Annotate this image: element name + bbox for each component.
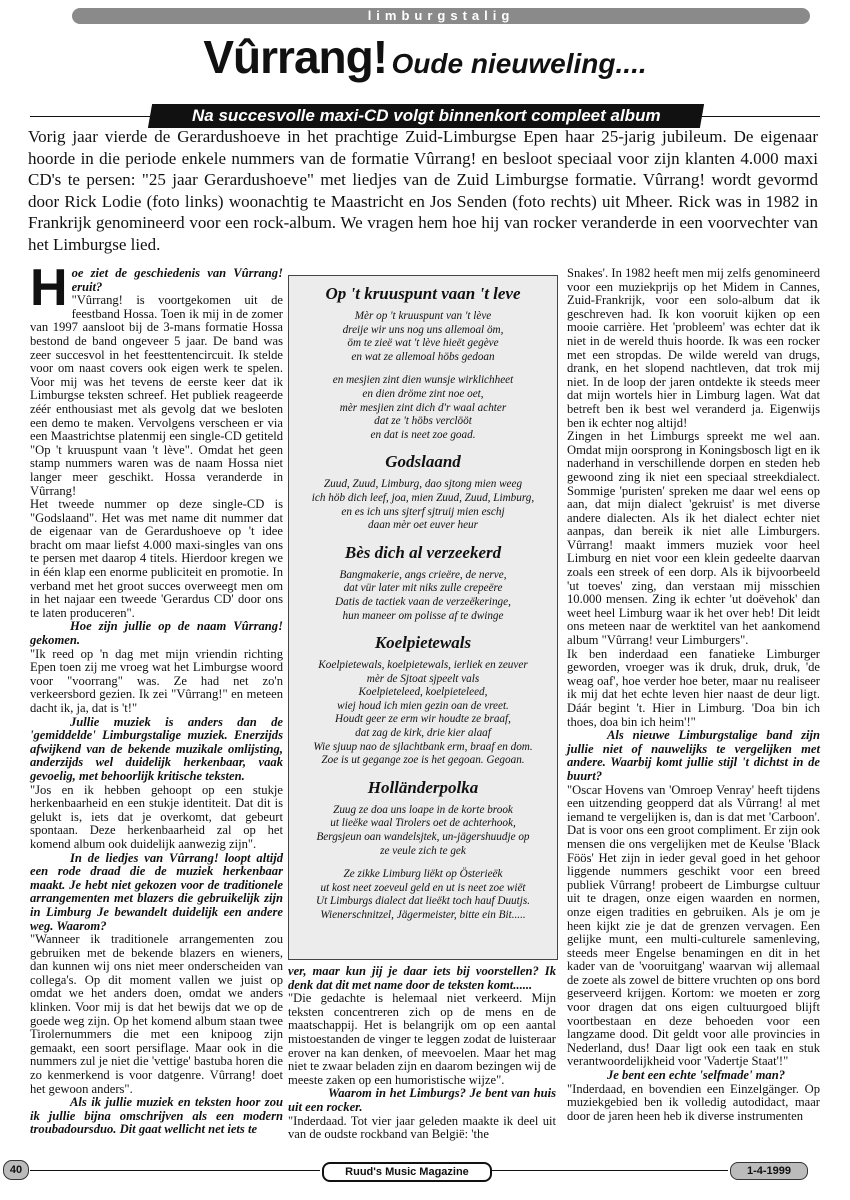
title-main: Vûrrang! [203,31,388,83]
answer-paragraph: "Wanneer ik traditionele arrangementen zou gebruiken met de bekende blazers en wieners, dan kunnen wij ons niet meer onderscheiden van collega's. Op dit moment vallen we juist op omdat we het anders doen, omdat we anders klinken. Voor mij is dat het bewijs dat we op de goede weg zijn. Op het komend album staan twee Tirolernummers die met een knipoog zijn gemaakt, een soort persiflage. Maar ook in die nummers zul je niet die 'vettige' bastuba horen die zo kenmerkend is voor datgenre. Vûrrang! doet het gewoon anders". [30,932,283,1096]
column-middle [288,965,556,1142]
page-number: 40 [3,1160,29,1180]
question: Waarom in het Limburgs? Je bent van huis uit een rocker. [288,1086,556,1114]
intro-paragraph: Vorig jaar vierde de Gerardushoeve in het prachtige Zuid-Limburgse Epen haar 25-jarig jubileum. De eigenaar hoorde in die periode enkele nummers van de formatie Vûrrang! en besloot speciaal voor zijn klanten 4.000 maxi CD's te persen: "25 jaar Gerardushoeve" met liedjes van de Zuid Limburgse formatie. Vûrrang! wordt gevormd door Rick Lodie (foto links) woonachtig te Maastricht en Jos Senden (foto rechts) uit Mheer. Rick was in 1982 in Frankrijk genomineerd voor een rock-album. We vragen hem hoe hij van rocker veranderde in een voorvechter van het Limburgse lied. [28,127,818,254]
song-verse: Zuud, Zuud, Limburg, dao sjtong mien weeg ich höb dich leef, joa, mien Zuud, Zuud, Limburg, en es ich uns sjterf sjtruij mien eschj daan mèr oet euver heur [311,478,535,532]
song-verse: en mesjien zint dien wunsje wirklichheet en dien dröme zint noe oet, mèr mesjien zint dich d'r waal achter dat ze 't höbs verclööt en dat is neet zoe goad. [332,374,514,441]
question: Je bent een echte 'selfmade' man? [607,1068,786,1083]
song-verse: Koelpietewals, koelpietewals, ierliek en zeuver mèr de Sjtoat sjpeelt vals Koelpieteleed, koelpieteleed, wiej houd ich mien gezin oan de vreet. Houdt geer ze erm wir houdte ze braaf, dat zag de kirk, drie kier alaaf Wie sjuup nao de sjlachtbank erm, braaf en dom. Zoe is ut gegange zoe is het gegoan. Gegoan. [313,659,533,767]
section-banner [72,8,810,24]
answer-paragraph: Het tweede nummer op deze single-CD is "Godslaand". Het was met name dit nummer dat de eigenaar van de Gerardushoeve op 't idee bracht om maar liefst 4.000 maxi-singles van ons te persen met daarop 4 titels. Hierdoor kregen we in één klap een enorme publiciteit en promotie. In verband met het groot succes overweegt men om in het najaar een tweede 'Gerardus CD' door ons te laten produceren". [30,497,283,620]
song-title: Koelpietewals [374,633,472,653]
title-sub: Oude nieuweling.... [391,48,647,79]
answer-paragraph: Ik ben inderdaad een fanatieke Limburger geworden, vroeger was ik druk, druk, druk, 'de weag oaf', hoe verder hoe beter, maar nu realiseer ik mij dat het echte leven hier naast de deur ligt. Dáár begint 't. Hier in Limburg. 'Doa bin ich thoes, doa bin ich heim'!" [567,646,820,729]
answer-paragraph: "Inderdaad. Tot vier jaar geleden maakte ik deel uit van de oudste rockband van België: 'the [288,1113,556,1142]
song-title: Op 't kruuspunt vaan 't leve [325,284,521,303]
answer-paragraph: "Ik reed op 'n dag met mijn vriendin richting Epen toen zij me vroeg wat het Limburgse woord voor "voorrang" was. Ze had net zo'n verkeersbord gezien. Ik zei "Vûrrang!" en meteen dacht ik, ja, dat is 't!" [30,646,283,715]
page-title [0,30,850,84]
answer-paragraph: "Die gedachte is helemaal niet verkeerd. Mijn teksten concentreren zich op de mens en de maatschappij. Het is belangrijk om op een aantal mistoestanden de vinger te leggen zodat de luisteraar erover na kan denken, of meevoelen. Maar het mag niet te zwaar beladen zijn en daarom bezingen wij de meeste zaken op een humoristische wijze". [288,991,556,1087]
answer-paragraph: Zingen in het Limburgs spreekt me wel aan. Omdat mijn oorsprong in Koningsbosch ligt en ik naderhand in verschillende dorpen en steden heb gewoond zing ik niet een speciaal streekdialect. Sommige 'puristen' spreken me daar wel eens op aan, dat mijn dialect 'gekruist' is met diverse andere dialecten. Als ik het dialect echter niet aanpas, dan bereik ik niet alle Limburgers. Vûrrang! maakt immers muziek voor heel Limburg en niet voor een klein gedeelte daarvan zoals een streek of een dorp. Als ik bijvoorbeeld 'ut toeves' zing, dan verstaan mij misschien 10.000 mensen. Zing ik echter 'ut doëvehok' dan weet heel Limburg waar ik het over heb! Dit leidt ons meteen naar de werktitel van het aankomend album "Vûrrang! veur Limburgers". [567,429,820,648]
issue-date: 1-4-1999 [730,1162,808,1180]
subtitle-text: Na succesvolle maxi-CD volgt binnenkort compleet album [191,106,661,125]
answer-paragraph: "Inderdaad, en bovendien een Einzelgänger. Op muziekgebied ben ik volledig autodidact, maar door de jaren heen heb ik diverse instrumenten [567,1081,820,1123]
question: Als ik jullie muziek en teksten hoor zou ik jullie bijna omschrijven als een modern troubadoursduo. Dit gaat wellicht net iets te [30,1095,283,1137]
question: Jullie muziek is anders dan de 'gemiddelde' Limburgstalige muziek. Enerzijds afwijkend van de bekende muzikale omlijsting, anderzijds wel duidelijk herkenbaar, vaak gevoelig, met behoorlijk kritische teksten. [30,714,283,783]
answer-paragraph: "Vûrrang! is voortgekomen uit de feestband Hossa. Toen ik mij in de zomer van 1997 aansloot bij de 3-mans formatie Hossa bestond de band ongeveer 5 jaar. De band was zeer succesvol in het feesttentencircuit. Ik stelde voor om naast covers ook eigen werk te spelen. Voor mij was het tevens de eerste keer dat ik Limburgse teksten schreef. Het publiek reageerde zéér enthousiast met als gevolg dat we besloten een demo te maken. Vervolgens verscheen er via een Maastrichtse platenmij een single-CD getiteld "Op 't kruuspunt vaan 't lève". Omdat het geen stamp nummers waren was de naam Hossa niet langer meer geschikt. Hossa veranderde in Vûrrang! [30,293,283,498]
song-title: Godslaand [385,452,461,472]
answer-paragraph: "Jos en ik hebben gehoopt op een stukje herkenbaarheid en een stukje identiteit. Dat dit is gelukt is, iets dat je overkomt, dat gebeurt spontaan. Deze herkenbaarheid zal op het komend album ook duidelijk aanwezig zijn". [30,782,283,851]
song-verse: Ze zikke Limburg liëkt op Österieëk ut kost neet zoeveul geld en ut is neet zoe wiët Ut Limburgs dialect dat lieëkt toch hauf Duutjs. Wienerschnitzel, Jägermeister, bitte ein Bit..... [316,868,530,921]
song-title: Bès dich al verzeekerd [344,542,502,562]
question: ver, maar kun jij je daar iets bij voorstellen? Ik denk dat dit met name door de teksten komt...... [288,964,556,992]
question: Als nieuwe Limburgstalige band zijn jullie niet of nauwelijks te vergelijken met andere. Waarbij komt jullie stijl 't dichtst in de buurt? [567,728,820,783]
song-verse: Mèr op 't kruuspunt van 't lève dreije wir uns nog uns allemoal öm, öm te zieë wat 't lève hieët gegève en wat ze allemoal höbs gedoan [342,310,504,363]
footer-rule [30,1170,320,1171]
column-left [30,259,283,1137]
footer-rule [492,1170,728,1171]
section-label: limburgstalig [367,8,515,23]
drop-cap: H [30,259,68,317]
question: Hoe zijn jullie op de naam Vûrrang! gekomen. [30,619,283,648]
lyrics-box [288,275,558,960]
page-footer [0,1158,850,1188]
question: In de liedjes van Vûrrang! loopt altijd een rode draad die de muziek herkenbaar maakt. Je hebt niet gekozen voor de traditionele arrangementen met blazers die gebruikelijk zijn in Limburg Je bewandelt duidelijk een andere weg. Waarom? [30,850,283,933]
song-verse: Zuug ze doa uns loape in de korte brook ut lieëke waal Tirolers oet de achterhook, Bergsjeun oan wandelsjtek, un-jägershuudje op ze veule zich te gek [316,803,530,857]
subtitle-bar [148,104,704,128]
column-right [567,267,820,1123]
magazine-logo: Ruud's Music Magazine [322,1162,492,1182]
song-verse: Bangmakerie, angs crieëre, de nerve, dat vür later mit niks zulle crepeëre Datis de tactiek vaan de verzeëkeringe, hun maneer om polisse af te dwinge [335,568,511,622]
answer-paragraph: Snakes'. In 1982 heeft men mij zelfs genomineerd voor een muziekprijs op het Midem in Cannes, Zuid-Frankrijk, voor een solo-album dat ik geschreven had. Ik kon vooruit kijken op een mooie carrière. Het 'probleem' was echter dat ik niet in de wereld thuis hoorde. Ik was een rocker met een stropdas. De wilde wereld van drugs, drank, en het slopend nachtleven, dat trok mij niet. In de loop der jaren ontdekte ik steeds meer dat mijn wortels hier in Limburg lagen. Wat dat betreft ben ik best wel veranderd ja. Eigenwijs ben ik echter nog altijd! [567,266,820,430]
question: oe ziet de geschiedenis van Vûrrang! eruit? [71,266,283,294]
song-title: Holländerpolka [367,777,479,797]
answer-paragraph: "Oscar Hovens van 'Omroep Venray' heeft tijdens een uitzending geopperd dat als Vûrrang! al met iemand te vergelijken is, dan is dat met 'Carboon'. Dat is voor ons een groot compliment. Er zijn ook mensen die ons vergelijken met de Keulse 'Black Föös' Het zijn in ieder geval goed in het gehoor liggende nummers geschikt voor een breed publiek Vûrrang! probeert de Limburgse cultuur uit te dragen, onze eigen waarden en normen, onze eigen tradities en gebruiken. Als je om je heen kijkt zie je dat de grenzen vervagen. Een gelijke munt, een multi-culturele samenleving, steeds meer Engelse benamingen en dit in het kader van de 'vooruitgang' waarvan wij allemaal de zoete als zowel de bittere vruchten op ons bord geserveerd krijgen. Kortom: we moeten er zorg voor dragen dat ons eigen cultuurgoed blijft voortbestaan en deze behoeden voor een langzame dood. Dit geldt voor alle provincies in Nederland, dus! Daar ligt ook een taak en stuk verantwoordelijkheid voor 'Vadertje Staat'!" [567,782,820,1069]
